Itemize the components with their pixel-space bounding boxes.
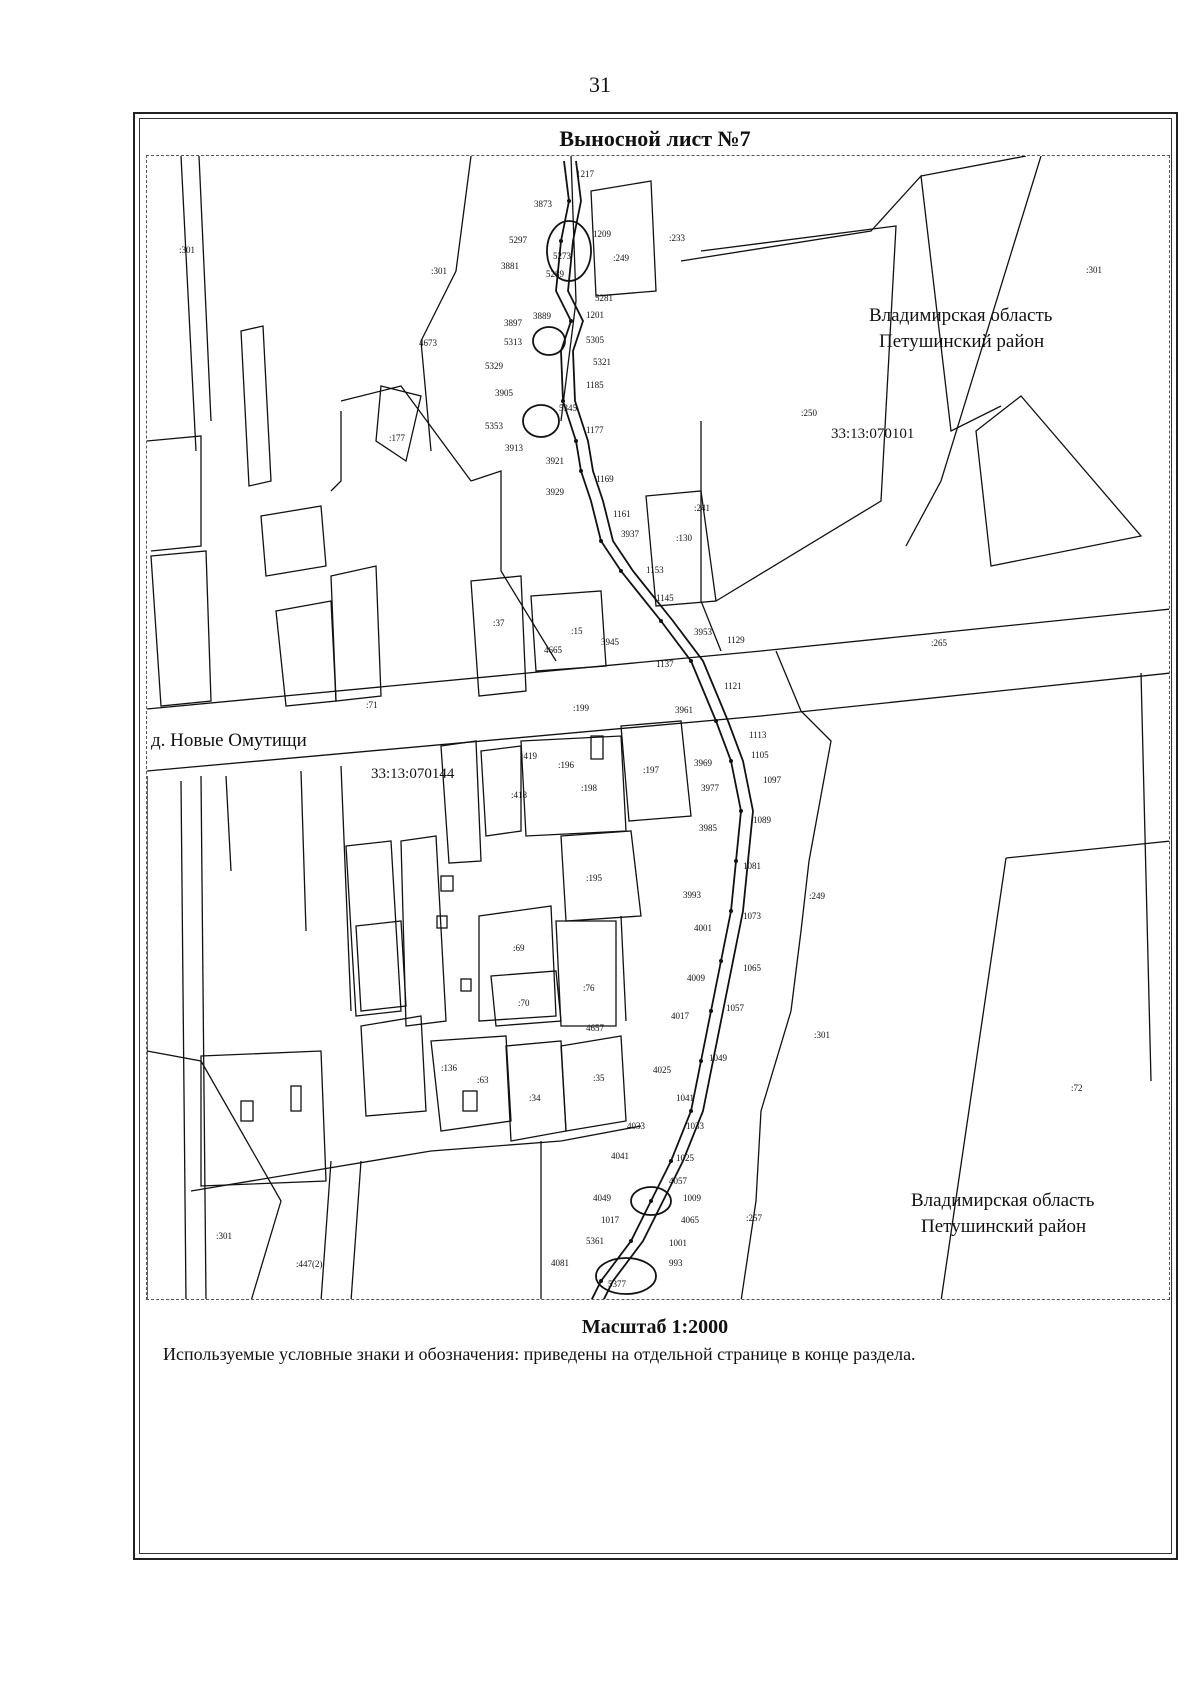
parcel-label: :301 (431, 266, 448, 276)
parcel-label: :34 (529, 1093, 541, 1103)
point-number: 1153 (646, 565, 664, 575)
legend-note: Используемые условные знаки и обозначения: приведены на отдельной странице в конце раздела. (163, 1344, 916, 1364)
point-number: 1217 (576, 169, 594, 179)
parcel-label: :63 (477, 1075, 489, 1085)
point-number: 3905 (495, 388, 513, 398)
parcel-label: :241 (694, 503, 711, 513)
point-number: 3945 (601, 637, 619, 647)
cadastral-block-north: 33:13:070101 (831, 426, 915, 442)
point-number: 3897 (504, 318, 522, 328)
parcel-label: :76 (583, 983, 595, 993)
point-number: 1105 (751, 750, 769, 760)
parcel-label: :177 (389, 433, 406, 443)
parcel-label: :199 (573, 703, 590, 713)
point-number: 4049 (593, 1193, 611, 1203)
point-number: 1121 (724, 681, 742, 691)
point-number: 1073 (743, 911, 761, 921)
point-number: 4025 (653, 1065, 671, 1075)
point-number: 4033 (627, 1121, 645, 1131)
parcel-label: :35 (593, 1073, 605, 1083)
parcel-label: :197 (643, 765, 660, 775)
point-number: 4001 (694, 923, 712, 933)
point-number: 5297 (509, 235, 527, 245)
region-label-top-line2: Петушинский район (879, 331, 1045, 352)
point-number: 3873 (534, 199, 552, 209)
parcel-label: :419 (521, 751, 538, 761)
parcel-label: :447(2) (296, 1259, 323, 1269)
page-number: 31 (589, 72, 611, 97)
point-number: 3913 (505, 443, 523, 453)
point-number: 3881 (501, 261, 519, 271)
stream-vertices (559, 199, 743, 1283)
parcel-label: :70 (518, 998, 530, 1008)
parcel-label: :72 (1071, 1083, 1083, 1093)
point-number: 1129 (727, 635, 745, 645)
parcel-label: :301 (179, 245, 196, 255)
point-number: 4009 (687, 973, 705, 983)
point-number: 5281 (595, 293, 613, 303)
point-number: 993 (669, 1258, 683, 1268)
point-number: 5321 (593, 357, 611, 367)
point-number: 1041 (676, 1093, 694, 1103)
sheet-title: Выносной лист №7 (559, 126, 751, 151)
region-label-top-line1: Владимирская область (869, 305, 1053, 326)
parcel-label: :69 (513, 943, 525, 953)
point-number: 4065 (681, 1215, 699, 1225)
point-number: 1025 (676, 1153, 694, 1163)
point-number: 4057 (669, 1176, 687, 1186)
point-number: 1089 (753, 815, 771, 825)
point-number: 5377 (608, 1279, 626, 1289)
point-number: 1201 (586, 310, 604, 320)
point-number: 1081 (743, 861, 761, 871)
parcel-label: :301 (216, 1231, 233, 1241)
parcel-label: :233 (669, 233, 686, 243)
point-numbers (419, 169, 782, 1289)
point-number: 3969 (694, 758, 712, 768)
parcel-label: :418 (511, 790, 528, 800)
point-number: 3929 (546, 487, 564, 497)
point-number: 3977 (701, 783, 719, 793)
point-number: 3937 (621, 529, 639, 539)
point-number: 4017 (671, 1011, 689, 1021)
point-number: 5305 (586, 335, 604, 345)
point-number: 3889 (533, 311, 551, 321)
parcel-label: :71 (366, 700, 378, 710)
point-number: 4041 (611, 1151, 629, 1161)
point-number: 1209 (593, 229, 611, 239)
point-number: 1033 (686, 1121, 704, 1131)
point-number: 5329 (485, 361, 503, 371)
point-number: 5289 (546, 269, 564, 279)
point-number: 5345 (559, 403, 577, 413)
point-number: 4665 (544, 645, 562, 655)
parcel-label: :249 (809, 891, 826, 901)
point-number: 3985 (699, 823, 717, 833)
point-number: 1185 (586, 380, 604, 390)
point-number: 1097 (763, 775, 781, 785)
point-number: 1145 (656, 593, 674, 603)
point-number: 3921 (546, 456, 564, 466)
cadastral-block-village: 33:13:070144 (371, 766, 455, 782)
point-number: 1017 (601, 1215, 619, 1225)
point-number: 5353 (485, 421, 503, 431)
parcel-labels (179, 233, 1102, 1269)
parcel-outlines (147, 156, 1170, 1300)
settlement-name: д. Новые Омутищи (151, 730, 307, 751)
region-label-bottom-line2: Петушинский район (921, 1216, 1087, 1237)
parcel-label: :196 (558, 760, 575, 770)
parcel-label: :301 (1086, 265, 1103, 275)
parcel-label: :249 (613, 253, 630, 263)
point-number: 3993 (683, 890, 701, 900)
point-number: 4657 (586, 1023, 604, 1033)
parcel-label: :37 (493, 618, 505, 628)
point-number: 5361 (586, 1236, 604, 1246)
point-number: 1049 (709, 1053, 727, 1063)
point-number: 1137 (656, 659, 674, 669)
region-label-bottom-line1: Владимирская область (911, 1190, 1095, 1211)
point-number: 5273 (553, 251, 571, 261)
point-number: 1065 (743, 963, 761, 973)
parcel-label: :257 (746, 1213, 763, 1223)
point-number: 1169 (596, 474, 614, 484)
point-number: 5313 (504, 337, 522, 347)
parcel-label: :195 (586, 873, 603, 883)
point-number: 1161 (613, 509, 631, 519)
point-number: 4673 (419, 338, 437, 348)
scale-label: Масштаб 1:2000 (581, 1316, 729, 1338)
parcel-label: :15 (571, 626, 583, 636)
parcel-label: :265 (931, 638, 948, 648)
point-number: 1177 (586, 425, 604, 435)
parcel-label: :198 (581, 783, 598, 793)
point-number: 3953 (694, 627, 712, 637)
point-number: 3961 (675, 705, 693, 715)
cadastral-map[interactable] (146, 155, 1170, 1300)
parcel-label: :136 (441, 1063, 458, 1073)
parcel-label: :301 (814, 1030, 831, 1040)
point-number: 1009 (683, 1193, 701, 1203)
point-number: 4081 (551, 1258, 569, 1268)
point-number: 1057 (726, 1003, 744, 1013)
point-number: 1113 (749, 730, 767, 740)
parcel-label: :250 (801, 408, 818, 418)
parcel-label: :130 (676, 533, 693, 543)
point-number: 1001 (669, 1238, 687, 1248)
